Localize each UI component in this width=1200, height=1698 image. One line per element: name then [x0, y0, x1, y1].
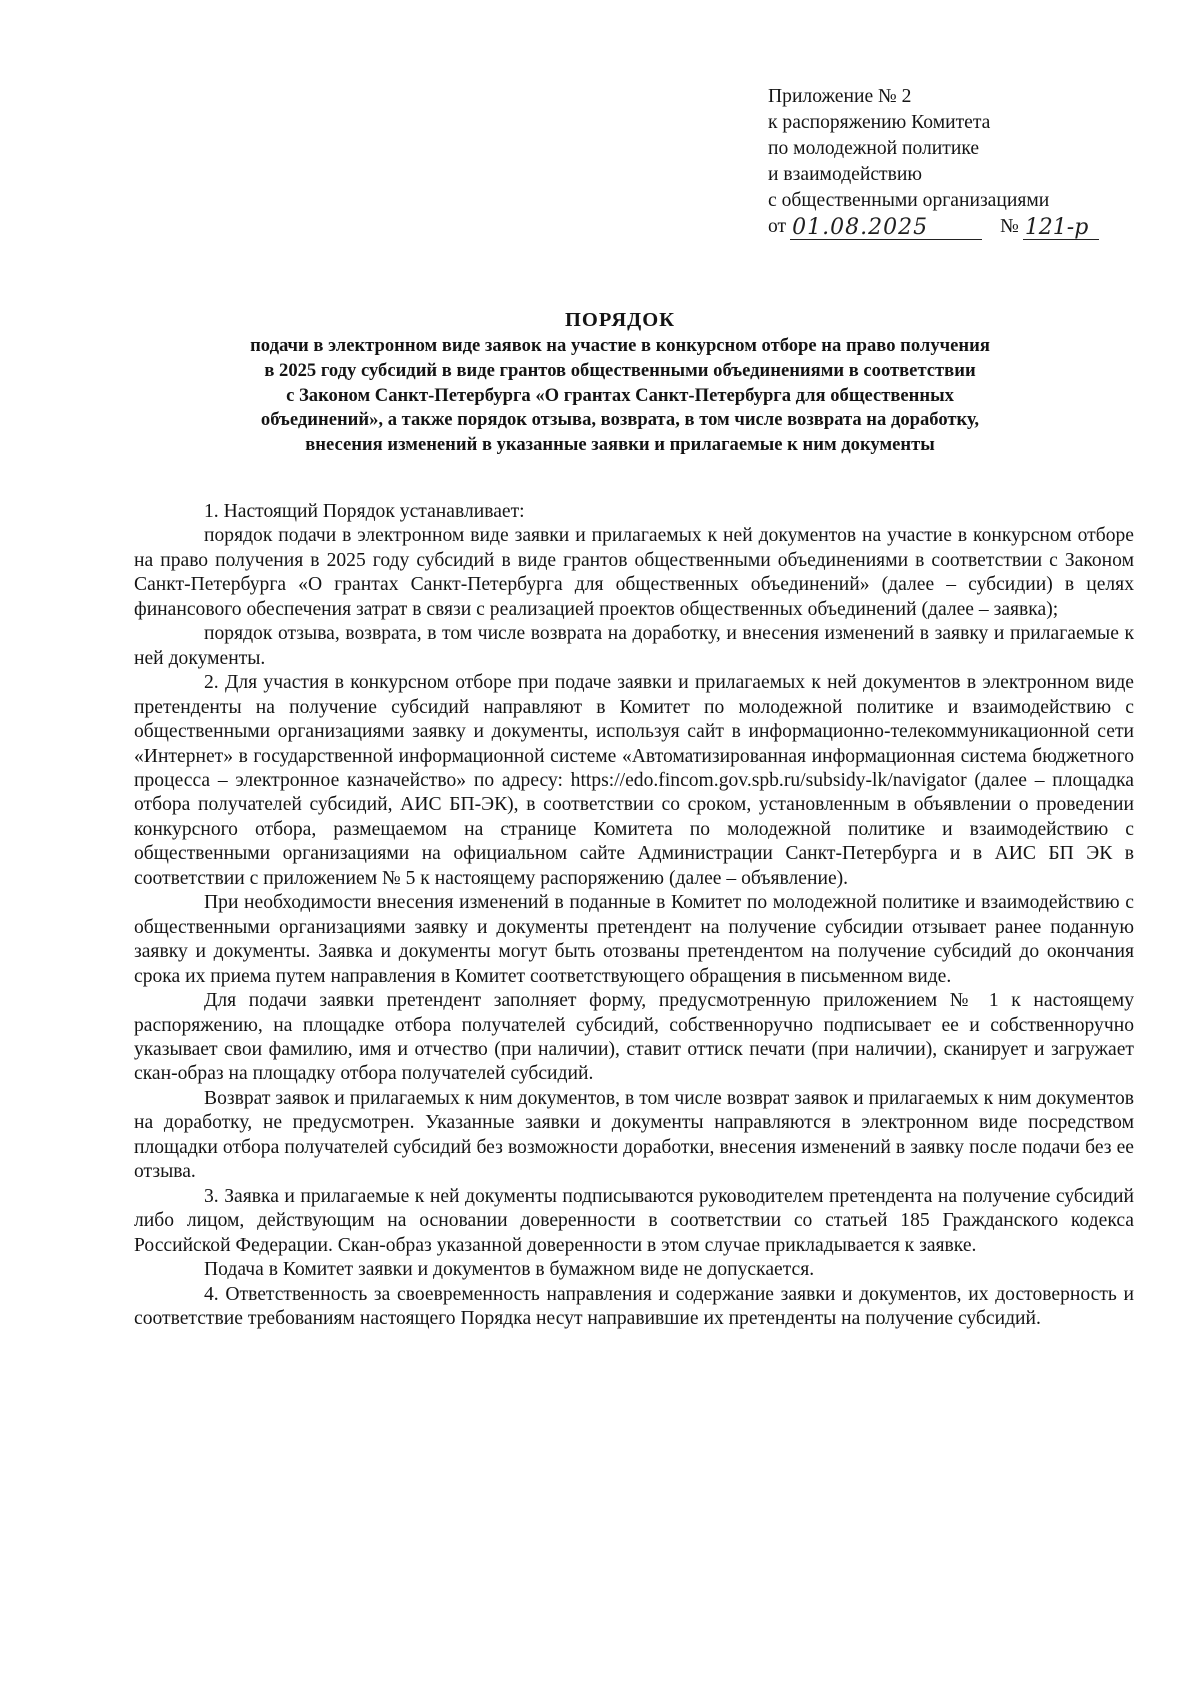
title-line-3: с Законом Санкт-Петербурга «О грантах Санкт-Петербурга для общественных — [286, 384, 954, 406]
paragraph-7: Возврат заявок и прилагаемых к ним документов, в том числе возврат заявок и прилагаемых к ним документов на доработку, не предусмотрен. Указанные заявки и документы направляются в электронном виде посредством площадки отбора получателей субсидий без возможности доработки, внесения изменений в заявку после подачи без ее отзыва. — [134, 1087, 1134, 1183]
appendix-line-2: к распоряжению Комитета — [768, 112, 991, 133]
title-line-4: объединений», а также порядок отзыва, возврата, в том числе возврата на доработку, — [260, 409, 980, 431]
number-prefix: № — [1000, 216, 1019, 237]
title-line-5: внесения изменений в указанные заявки и прилагаемые к ним документы — [305, 434, 935, 456]
paragraph-6: Для подачи заявки претендент заполняет форму, предусмотренную приложением № 1 к настоящему распоряжению, на площадке отбора получателей субсидий, собственноручно подписывает ее и собственноручно указывает свои фамилию, имя и отчество (при наличии), ставит оттиск печати (при наличии), сканирует и загружает скан-образ на площадку отбора получателей субсидий. — [134, 990, 1134, 1085]
title-main: ПОРЯДОК — [564, 309, 676, 331]
handwritten-number: 121-р — [1023, 217, 1099, 240]
document-title — [140, 306, 1100, 458]
paragraph-5: При необходимости внесения изменений в поданные в Комитет по молодежной политике и взаимодействию с общественными организациями заявку и документы претендент на получение субсидии отзывает ранее поданную заявку и документы. Заявка и документы могут быть отозваны претендентом на получение субсидий до окончания срока их приема путем направления в Комитет соответствующего обращения в письменном виде. — [134, 892, 1134, 987]
appendix-line-4: и взаимодействию — [768, 164, 922, 185]
appendix-line-5: с общественными организациями — [768, 190, 1050, 211]
document-body — [134, 500, 1134, 1331]
appendix-line-1: Приложение № 2 — [768, 86, 912, 107]
paragraph-4: 2. Для участия в конкурсном отборе при подаче заявки и прилагаемых к ней документов в электронном виде претенденты на получение субсидий направляют в Комитет по молодежной политике и взаимодействию с общественными организациями заявку и документы, используя сайт в информационно-телекоммуникационной сети «Интернет» в государственной информационной системе «Автоматизированная информационная система бюджетного процесса – электронное казначейство» по адресу: https://edo.fincom.gov.spb.ru/subsidy-lk/navigator (далее – площадка отбора получателей субсидий, АИС БП-ЭК), в соответствии со сроком, установленным в объявлении о проведении конкурсного отбора, размещаемом на странице Комитета по молодежной политике и взаимодействию с общественными организациями на официальном сайте Администрации Санкт-Петербурга и в АИС БП ЭК в соответствии с приложением № 5 к настоящему распоряжению (далее – объявление). — [134, 672, 1134, 889]
paragraph-2: порядок подачи в электронном виде заявки и прилагаемых к ней документов на участие в конкурсном отборе на право получения в 2025 году субсидий в виде грантов общественными объединениями в соответствии с Законом Санкт-Петербурга «О грантах Санкт-Петербурга для общественных объединений» (далее – субсидии) в целях финансового обеспечения затрат в связи с реализацией проектов общественных объединений (далее – заявка); — [134, 525, 1134, 620]
handwritten-date: 01.08.2025 — [790, 217, 982, 240]
appendix-header — [768, 84, 1168, 240]
paragraph-10: 4. Ответственность за своевременность направления и содержание заявки и документов, их достоверность и соответствие требованиям настоящего Порядка несут направившие их претенденты на получение субсидий. — [134, 1283, 1134, 1329]
appendix-line-3: по молодежной политике — [768, 138, 980, 159]
date-prefix: от — [768, 216, 787, 237]
title-line-1: подачи в электронном виде заявок на участие в конкурсном отборе на право получения — [250, 335, 990, 356]
paragraph-9: Подача в Комитет заявки и документов в бумажном виде не допускается. — [204, 1259, 815, 1281]
title-line-2: в 2025 году субсидий в виде грантов общественными объединениями в соответствии — [264, 359, 976, 381]
paragraph-1: 1. Настоящий Порядок устанавливает: — [204, 501, 525, 522]
paragraph-3: порядок отзыва, возврата, в том числе возврата на доработку, и внесения изменений в заявку и прилагаемые к ней документы. — [134, 623, 1134, 669]
paragraph-8: 3. Заявка и прилагаемые к ней документы подписываются руководителем претендента на получение субсидий либо лицом, действующим на основании доверенности в соответствии со статьей 185 Гражданского кодекса Российской Федерации. Скан-образ указанной доверенности в этом случае прикладывается к заявке. — [134, 1185, 1134, 1256]
appendix-date-number-line — [768, 214, 1168, 240]
